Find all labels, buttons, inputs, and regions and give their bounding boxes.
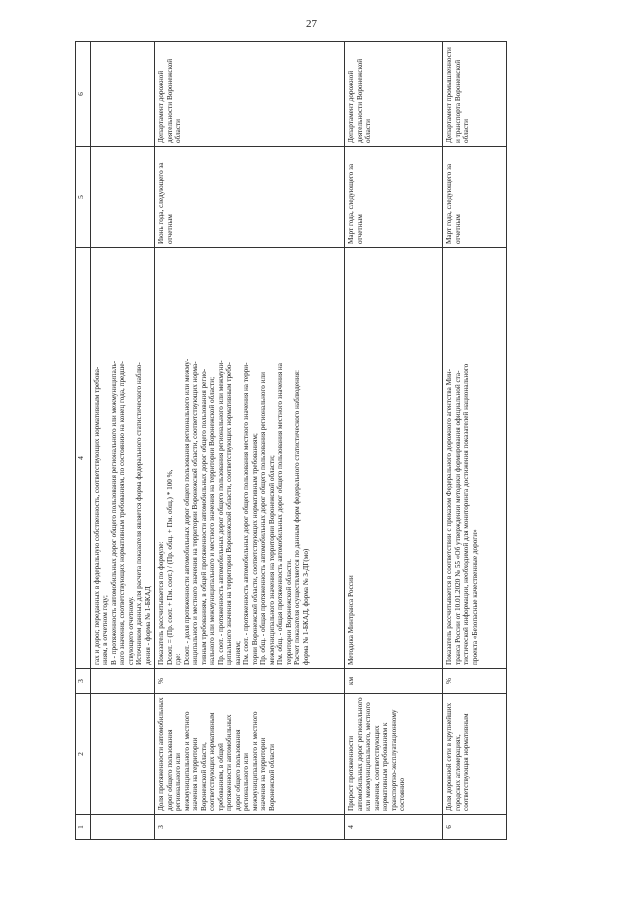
- method-line: Пр. общ. - общая протяженность автомобильных дорог общего пользования регионального или: [259, 372, 268, 665]
- method-line: дения - форма № 1-БКАД: [143, 586, 152, 665]
- row-number: 3: [155, 815, 345, 840]
- indicator-name: Прирост протяженности автомобильных дорог регионального или межмуниципального, местного значения, соответствующих нормативным требованиям к транспортно-эксплуатационному состоянию: [345, 694, 443, 815]
- method-line: Показатель рассчитывается по формуле:: [157, 541, 166, 665]
- indicators-sheet: [75, 47, 545, 840]
- method-line: тивным требованиям, в общей протяженности автомобильных дорог общего пользования регио-: [199, 368, 208, 665]
- method-line: межмуниципального значения на территории Воронежской области;: [267, 455, 276, 665]
- method-line: ципального значения на территории Воронежской области, соответствующих нормативным требо-: [225, 362, 234, 665]
- period: Март года, следующего за отчетным: [345, 147, 443, 248]
- header-row: [76, 42, 91, 840]
- method-text: [155, 248, 345, 669]
- method-text: [443, 248, 507, 669]
- unit: км: [345, 669, 443, 694]
- page-number: 27: [306, 18, 317, 30]
- table-row: [345, 42, 443, 840]
- header-cell: 5: [76, 147, 91, 248]
- method-text: [345, 248, 443, 669]
- method-line: ваниям;: [233, 640, 242, 665]
- method-line: Dсоот. - доля протяженности автомобильных дорог общего пользования регионального или межму-: [182, 358, 191, 665]
- row-number: [91, 815, 155, 840]
- method-line: территории Воронежской области.: [284, 559, 293, 665]
- method-line: Источником данных для расчета показателя является форма федерального статистического наблю-: [135, 362, 144, 665]
- method-line: транса России от 10.01.2020 № 55 «Об утверждении методики формирования официальной ста-: [453, 370, 462, 665]
- method-line: Dсоот. = (Пр. соот. + Пм. соот.) / (Пр. общ. + Пм. общ.) * 100 %,: [165, 469, 174, 665]
- department: Департамент дорожной деятельности Воронежской области: [345, 42, 443, 147]
- method-line: гах и дорог, переданных в федеральную собственность, соответствующих нормативным требова-: [93, 366, 101, 665]
- method-line: Пм. соот. - протяженность автомобильных дорог общего пользования местного значения на терри-: [242, 362, 251, 665]
- unit: %: [155, 669, 345, 694]
- period: Июнь года, следующего за отчетным: [155, 147, 345, 248]
- method-line: проекта «Безопасные качественные дороги»: [470, 529, 479, 665]
- method-line: ниям, в отчетном году;: [101, 595, 110, 665]
- table-row: [155, 42, 345, 840]
- period: [91, 147, 155, 248]
- header-cell: 3: [76, 669, 91, 694]
- method-line: форма № 1-БКАД, форма № 3-ДГ(мо): [301, 548, 310, 665]
- period: Март года, следующего за отчетным: [443, 147, 507, 248]
- method-line: нального или межмуниципального и местного значения на территории Воронежской области;: [208, 376, 217, 665]
- indicator-name: [91, 694, 155, 815]
- indicators-table: [75, 41, 507, 840]
- header-cell: 2: [76, 694, 91, 815]
- header-cell: 4: [76, 248, 91, 669]
- method-line: В - протяженность автомобильных дорог общего пользования регионального или межмуниципаль-: [109, 360, 118, 665]
- indicator-name: Доля протяженности автомобильных дорог общего пользования регионального или межмуниципального и местного значения на территории Воронежской области, соответствующих нормативным требованиям, в общей протяженности автомобильных дорог общего пользования регионального или межмуниципального и местного значения на территории Воронежской области: [155, 694, 345, 815]
- unit: %: [443, 669, 507, 694]
- method-line: где:: [174, 653, 183, 665]
- method-line: Расчет показателя осуществляется по данным форм федерального статистического наблюдения:: [293, 370, 302, 665]
- method-line: Методика Минтранса России: [347, 575, 356, 665]
- method-line: ного значения, соответствующих нормативным требованиям, по состоянию на конец года, предше-: [118, 361, 127, 665]
- table-row: [443, 42, 507, 840]
- method-line: ствующего отчетному.: [126, 596, 135, 665]
- method-line: тистической информации, необходимой для мониторинга достижения показателей национального: [462, 363, 471, 665]
- table-row: [91, 42, 155, 840]
- method-line: Пм. общ. - общая протяженность автомобильных дорог общего пользования местного значения на: [276, 363, 285, 665]
- method-text: [91, 248, 155, 669]
- method-line: Показатель рассчитывается в соответствии с приказом Федерального дорожного агентства Мин-: [445, 368, 454, 665]
- row-number: 4: [345, 815, 443, 840]
- department: Департамент промышленности и транспорта Воронежской области: [443, 42, 507, 147]
- indicator-name: Доля дорожной сети в крупнейших городских агломерациях, соответствующая нормативным: [443, 694, 507, 815]
- row-number: 6: [443, 815, 507, 840]
- department: Департамент дорожной деятельности Воронежской области: [155, 42, 345, 147]
- department: [91, 42, 155, 147]
- method-line: тории Воронежской области, соответствующих нормативным требованиям;: [250, 433, 259, 665]
- header-cell: 6: [76, 42, 91, 147]
- method-line: Пр. соот. - протяженность автомобильных дорог общего пользования регионального или межмуни-: [216, 360, 225, 665]
- rotated-page-area: [75, 47, 545, 840]
- method-line: ниципального и местного значения на территории Воронежской области, соответствующих норма-: [191, 361, 200, 665]
- unit: [91, 669, 155, 694]
- header-cell: 1: [76, 815, 91, 840]
